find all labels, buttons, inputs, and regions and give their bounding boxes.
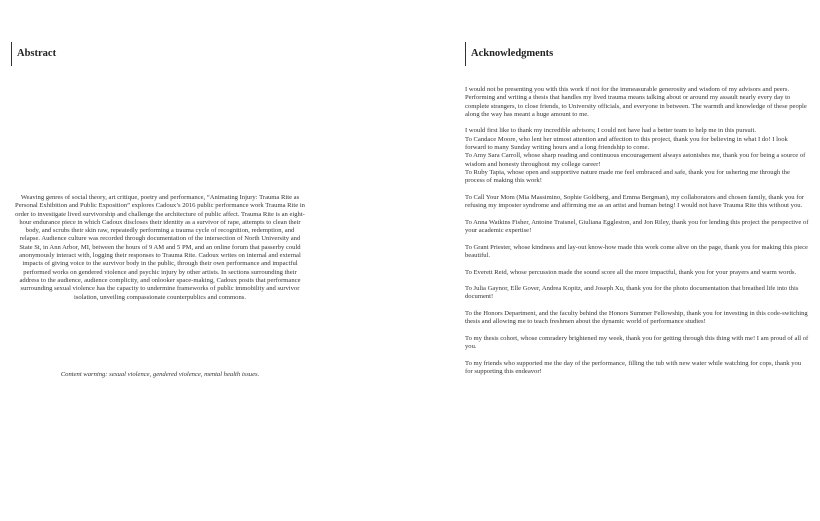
ack-paragraph-collaborators: To Call Your Mom (Mia Massimino, Sophie Goldberg, and Emma Bergman), my collaborators and chosen family, thank you for refusing my imposter syndrome and affirming me as an artist and human being! I would not have Trauma Rite this without you. xyxy=(465,193,804,210)
ack-paragraph-honors: To the Honors Department, and the faculty behind the Honors Summer Fellowship, thank you for investing in this code-switching thesis and allowing me to teach freshmen about the dynamic world of performance studies! xyxy=(465,310,808,326)
ack-paragraph-intro: I would not be presenting you with this work if not for the immeasurable generosity and wisdom of my advisors and peers. Performing and writing a thesis that handles my lived trauma means talking about or around my assault nearly every day to complete strangers, to close friends, to University officials, and everyone in between. The warmth and knowledge of these people along the way has meant a huge amount to me. xyxy=(465,86,807,118)
ack-paragraph-layout: To Grant Priester, whose kindness and lay-out know-how made this work come alive on the page, thank you for making this piece beautiful. xyxy=(465,243,808,259)
ack-advisor-carroll: To Amy Sara Carroll, whose sharp reading and continuous encouragement always astonishes me, thank you for being a source of wisdom and honesty throughout my college career! xyxy=(465,152,806,168)
ack-paragraph-friends: To my friends who supported me the day of the performance, filling the tub with new water while watching for cops, thank you for supporting this endeavor! xyxy=(465,359,802,376)
ack-paragraph-academics: To Anna Watkins Fisher, Antoine Traisnel, Giuliana Eggleston, and Jon Riley, thank you for lending this project the perspective of your academic expertise! xyxy=(465,218,809,235)
ack-paragraph-sound: To Everett Reid, whose percussion made the sound score all the more impactful, thank you for your prayers and warm words. xyxy=(465,268,797,276)
content-warning: Content warning: sexual violence, gendered violence, mental health issues. xyxy=(60,371,260,378)
ack-advisors-intro: I would first like to thank my incredible advisors; I could not have had a better team to help me in this pursuit. xyxy=(465,127,756,135)
ack-paragraph-photo: To Julia Gaynor, Elle Gover, Andrea Kopitz, and Joseph Xu, thank you for the photo documentation that breathed life into this document! xyxy=(465,285,799,301)
ack-paragraph-advisors xyxy=(465,127,810,185)
ack-paragraph-cohort: To my thesis cohort, whose comradery brightened my week, thank you for getting through this thing with me! I am proud of all of you. xyxy=(465,334,809,351)
acknowledgments-heading: Acknowledgments xyxy=(465,42,553,66)
abstract-heading: Abstract xyxy=(11,42,56,66)
acknowledgments-body xyxy=(465,86,810,385)
ack-advisor-tapia: To Ruby Tapia, whose open and supportive nature made me feel embraced and safe, thank you for ushering me through the process of making this work! xyxy=(465,168,790,185)
ack-advisor-moore: To Candace Moore, who lent her utmost attention and affection to this project, thank you for believing in what I do! I look forward to many Sunday writing hours and a long friendship to come. xyxy=(465,135,788,152)
abstract-body xyxy=(15,194,305,302)
acknowledgments-page xyxy=(410,0,820,521)
abstract-text: Weaving genres of social theory, art critique, poetry and performance, “Animating Injury: Trauma Rite as Personal Exhibition and Public Exposition” explores Cadoux’s 2016 public performance work Trauma Rite in order to investigate lived survivorship and challenge the architecture of public affect. Trauma Rite is an eight-hour endurance piece in which Cadoux discloses their identity as a survivor of rape, attempts to clean their body, and scrubs their skin raw, repeatedly performing a trauma cycle of recognition, redemption, and relapse. Audience culture was recorded through documentation of the intersection of North University and State St, in Ann Arbor, MI, between the hours of 9 AM and 5 PM, and an online forum that passerby could anonymously interact with, logging their responses to Trauma Rite. Cadoux writes on internal and external impacts of giving voice to the survivor body in the public, through their own performance and impactful performed works on gendered violence and psychic injury by other artists. In sections surrounding their address to the audience, audience complicity, and onlooker space-making, Cadoux posits that performance surrounding sexual violence has the capacity to undermine frameworks of public immobility and survivor isolation, unveiling compassionate counterpublics and commons. xyxy=(15,194,305,301)
